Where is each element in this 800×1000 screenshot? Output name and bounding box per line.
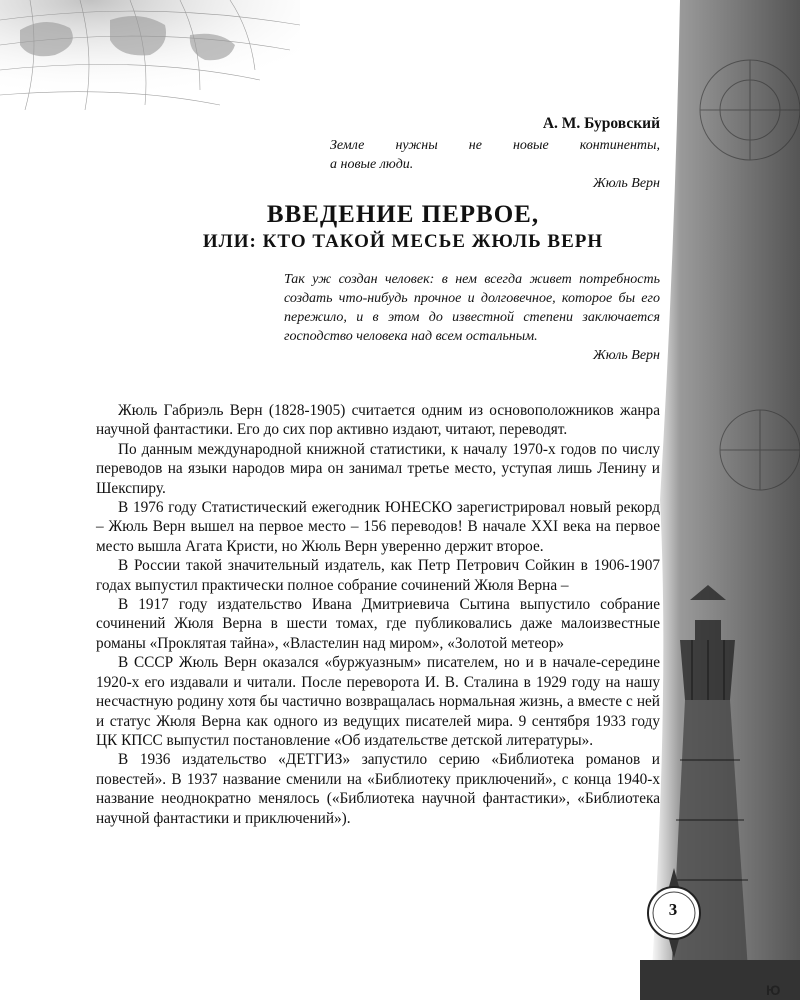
chapter-title-line-2: ИЛИ: КТО ТАКОЙ МЕСЬЕ ЖЮЛЬ ВЕРН bbox=[202, 231, 604, 252]
paragraph: В СССР Жюль Верн оказался «буржуазным» писателем, но и в начале-середине 1920-х его издавали и читали. После переворота И. В. Сталина в 1929 году на нашу несчастную родину хотя бы частично возвращалась нормальная жизнь, а вместе с ней и статус Жюля Верна как одного из ведущих писателей мира. 9 сентября 1933 году ЦК КПСС выпустил постановление «Об издательстве детской литературы». bbox=[96, 654, 660, 749]
epigraph-1 bbox=[330, 136, 660, 193]
paragraph: В 1936 издательство «ДЕТГИЗ» запустило серию «Библиотека романов и повестей». В 1937 название сменили на «Библиотеку приключений», с конца 1940-х название неоднократно менялось («Библиотека научной фантастики», «Библиотека научной фантастики и приключений»). bbox=[96, 751, 660, 827]
paragraph: В 1976 году Статистический ежегодник ЮНЕСКО зарегистрировал новый рекорд – Жюль Верн вышел на первое место – 156 переводов! В начале XXI века на первое место вышла Агата Кристи, но Жюль Верн уверенно держит второе. bbox=[96, 499, 660, 555]
paragraph: В 1917 году издательство Ивана Дмитриевича Сытина выпустило собрание сочинений Жюля Верна в шести томах, где публиковались даже малоизвестные романы «Проклятая тайна», «Властелин над миром», «Золотой метеор» bbox=[96, 596, 660, 652]
chapter-title-line-1: ВВЕДЕНИЕ ПЕРВОЕ, bbox=[266, 201, 540, 228]
world-map-decoration bbox=[0, 0, 300, 110]
lighthouse-map-decoration bbox=[640, 0, 800, 1000]
epigraph-1-line: а новые люди. bbox=[330, 157, 414, 172]
paragraph: Жюль Габриэль Верн (1828-1905) считается одним из основоположников жанра научной фантастики. Его до сих пор активно издают, читают, переводят. bbox=[96, 402, 660, 439]
epigraph-2 bbox=[284, 270, 660, 365]
epigraph-1-attribution: Жюль Верн bbox=[592, 176, 660, 191]
chapter-title bbox=[100, 200, 706, 254]
page-number: 3 bbox=[668, 900, 678, 919]
epigraph-2-text: Так уж создан человек: в нем всегда живет потребность создать что-нибудь прочное и долговечное, которое бы его пережило, и в этом до известной степени заключается господство человека над всем остальным. bbox=[284, 272, 660, 344]
author-name: А. М. Буровский bbox=[542, 115, 660, 132]
paragraph: В России такой значительный издатель, как Петр Петрович Сойкин в 1906-1907 годах выпустил практически полное собрание сочинений Жюля Верна – bbox=[96, 557, 660, 594]
body-text bbox=[96, 401, 660, 828]
next-page-fragment: Ю bbox=[766, 982, 781, 998]
epigraph-1-line: Земле нужны не новые континенты, bbox=[330, 138, 660, 153]
paragraph: По данным международной книжной статистики, к началу 1970-х годов по числу переводов на языки народов мира он занимал третье место, уступая лишь Ленину и Шекспиру. bbox=[96, 440, 660, 497]
epigraph-2-attribution: Жюль Верн bbox=[592, 348, 660, 363]
